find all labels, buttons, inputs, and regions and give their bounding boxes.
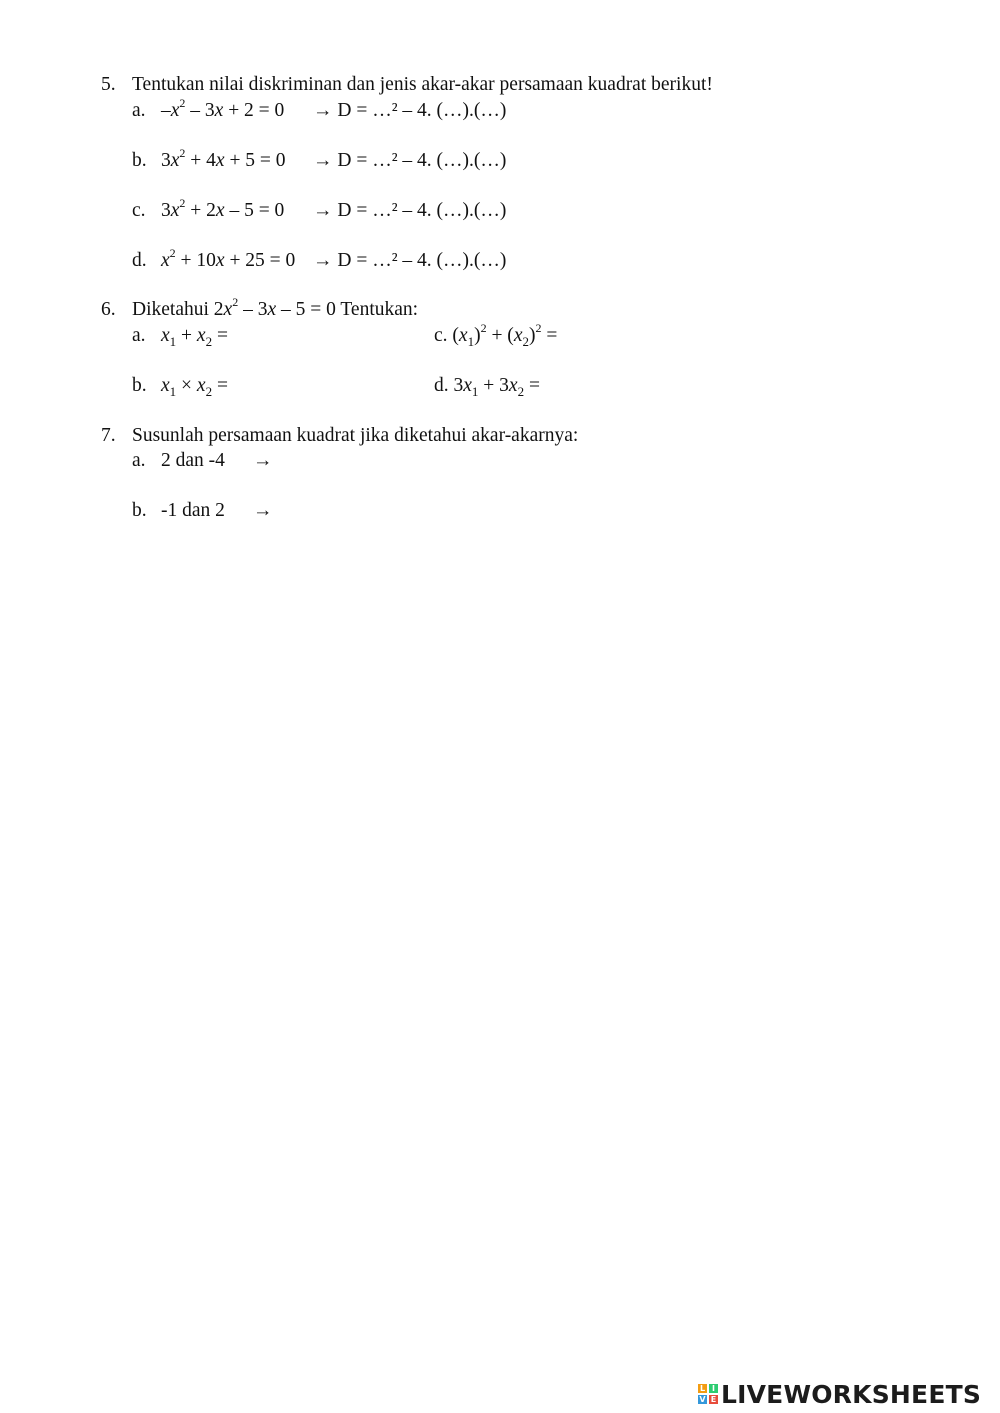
question-prompt: Tentukan nilai diskriminan dan jenis akar-akar persamaan kuadrat berikut! bbox=[132, 74, 713, 95]
roots: -1 dan 2 bbox=[161, 500, 225, 521]
item-letter: d. bbox=[132, 250, 147, 271]
item-letter: b. bbox=[132, 150, 147, 171]
expression: $x_1 + x_2$ = bbox=[161, 325, 228, 349]
logo-text: LIVEWORKSHEETS bbox=[721, 1379, 982, 1409]
liveworksheets-logo-icon: L I V E bbox=[699, 1384, 717, 1404]
discriminant-template: → D = …² – 4. (…).(…) bbox=[313, 100, 507, 121]
question-number: 7. bbox=[101, 425, 116, 446]
roots: 2 dan -4 bbox=[161, 450, 225, 471]
item-letter: a. bbox=[132, 450, 146, 471]
question-number: 5. bbox=[101, 74, 116, 95]
expression: $x_1 \times x_2$ = bbox=[161, 375, 228, 399]
equation: $-x^2 - 3x + 2 = 0$ bbox=[161, 96, 285, 121]
equation: $3x^2 + 4x + 5 = 0$ bbox=[161, 146, 286, 171]
liveworksheets-logo bbox=[698, 1379, 981, 1409]
question-number: 6. bbox=[101, 299, 116, 320]
discriminant-template: → D = …² – 4. (…).(…) bbox=[313, 250, 507, 271]
item-letter: a. bbox=[132, 100, 146, 121]
equation: $3x^2 + 2x - 5 = 0$ bbox=[161, 196, 285, 221]
item-d: d. $3x_1 + 3x_2$ = bbox=[434, 375, 540, 399]
item-letter: c. bbox=[132, 200, 146, 221]
item-letter: a. bbox=[132, 325, 146, 346]
arrow-icon: → bbox=[253, 450, 273, 471]
item-c: c. $(x_1)^2 + (x_2)^2$ = bbox=[434, 321, 558, 349]
arrow-icon: → bbox=[253, 500, 273, 521]
question-prompt: Susunlah persamaan kuadrat jika diketahui akar-akarnya: bbox=[132, 425, 579, 446]
item-letter: b. bbox=[132, 375, 147, 396]
item-letter: b. bbox=[132, 500, 147, 521]
question-prompt: Diketahui $2x^2 - 3x - 5 = 0$ Tentukan: bbox=[132, 295, 419, 320]
discriminant-template: → D = …² – 4. (…).(…) bbox=[313, 200, 507, 221]
discriminant-template: → D = …² – 4. (…).(…) bbox=[313, 150, 507, 171]
equation: $x^2 + 10x + 25 = 0$ bbox=[161, 246, 296, 271]
